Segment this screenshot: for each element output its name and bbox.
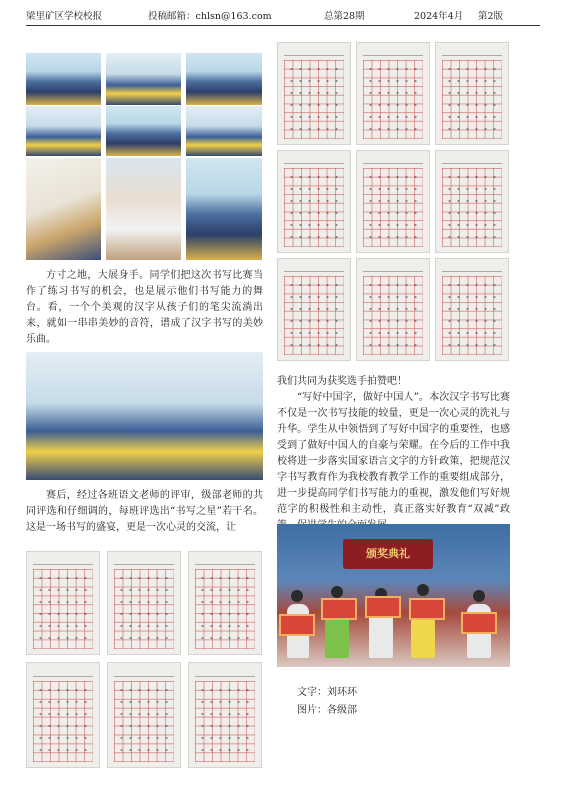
- handwriting-sheet: [107, 551, 181, 655]
- handwriting-sheet: [435, 258, 509, 361]
- article-paragraph-3-lead: 我们共同为获奖选手拍赞吧！: [277, 376, 407, 387]
- handwriting-sheet: [277, 42, 351, 145]
- student-writing-photo: [26, 158, 101, 260]
- award-certificate: [365, 596, 401, 618]
- classroom-photo: [186, 53, 262, 105]
- ceremony-banner: 颁奖典礼: [343, 539, 433, 569]
- award-certificate: [279, 614, 315, 636]
- classroom-competition-photo: [26, 352, 263, 480]
- classroom-photo: [106, 106, 181, 156]
- student-writing-photo: [186, 158, 262, 260]
- classroom-photo: [186, 106, 262, 156]
- handwriting-sheet: [26, 551, 100, 655]
- handwriting-sheet: [356, 42, 430, 145]
- handwriting-sheet: [277, 150, 351, 253]
- newspaper-header: [26, 8, 540, 24]
- handwriting-sheet: [435, 42, 509, 145]
- issue-number: 总第28期: [324, 11, 365, 22]
- handwriting-sheet: [26, 662, 100, 768]
- handwriting-sheet: [356, 150, 430, 253]
- student-head: [417, 584, 429, 596]
- award-ceremony-photo: [277, 524, 510, 667]
- classroom-photo: [26, 53, 101, 105]
- award-certificate: [461, 612, 497, 634]
- student-head: [331, 586, 343, 598]
- handwriting-sheet: [107, 662, 181, 768]
- article-paragraph-1: 方寸之地，大展身手。同学们把这次书写比赛当作了练习书写的机会，也是展示他们书写能力的舞台。看，一个个美观的汉字从孩子们的笔尖流淌出来，就如一串串美妙的音符，谱成了汉字书写的美妙乐曲。: [26, 270, 263, 345]
- article-paragraph-2: 赛后，经过各班语文老师的评审，级部老师的共同评选和仔细调的，每班评选出“书写之星”若干名。这是一场书写的盛宴，更是一次心灵的交流，让: [26, 490, 263, 533]
- handwriting-sheet: [435, 150, 509, 253]
- page-number: 第2版: [478, 11, 504, 22]
- submission-email: 投稿邮箱：chlsn@163.com: [148, 11, 272, 22]
- handwriting-sheet: [188, 662, 262, 768]
- photo-credit: 图片：各级部: [297, 705, 357, 716]
- student-head: [473, 590, 485, 602]
- student-head: [291, 590, 303, 602]
- header-rule: [26, 25, 540, 26]
- text-credit: 文字：刘环环: [297, 687, 357, 698]
- handwriting-sheet: [277, 258, 351, 361]
- award-certificate: [321, 598, 357, 620]
- school-name: 梁里矿区学校校报: [26, 11, 103, 22]
- classroom-photo: [106, 53, 181, 105]
- handwriting-sheet: [356, 258, 430, 361]
- award-certificate: [409, 598, 445, 620]
- article-paragraph-3: “写好中国字，做好中国人”。本次汉字书写比赛不仅是一次书写技能的较量，更是一次心灵的洗礼与升华。学生从中领悟到了写好中国字的重要性，也感受到了做好中国人的自豪与荣耀。在今后的工作中我校将进一步落实国家语言文字的方针政策，把规范汉字书写教育作为我校教育教学工作的重要组成部分，进一步提高同学们书写能力的重视，激发他们写好规范字的积极性和主动性，真正落实好教育“双减”政: [277, 392, 510, 515]
- handwriting-sheet: [188, 551, 262, 655]
- issue-date: 2024年4月: [414, 11, 464, 22]
- classroom-photo: [26, 106, 101, 156]
- student-writing-photo: [106, 158, 181, 260]
